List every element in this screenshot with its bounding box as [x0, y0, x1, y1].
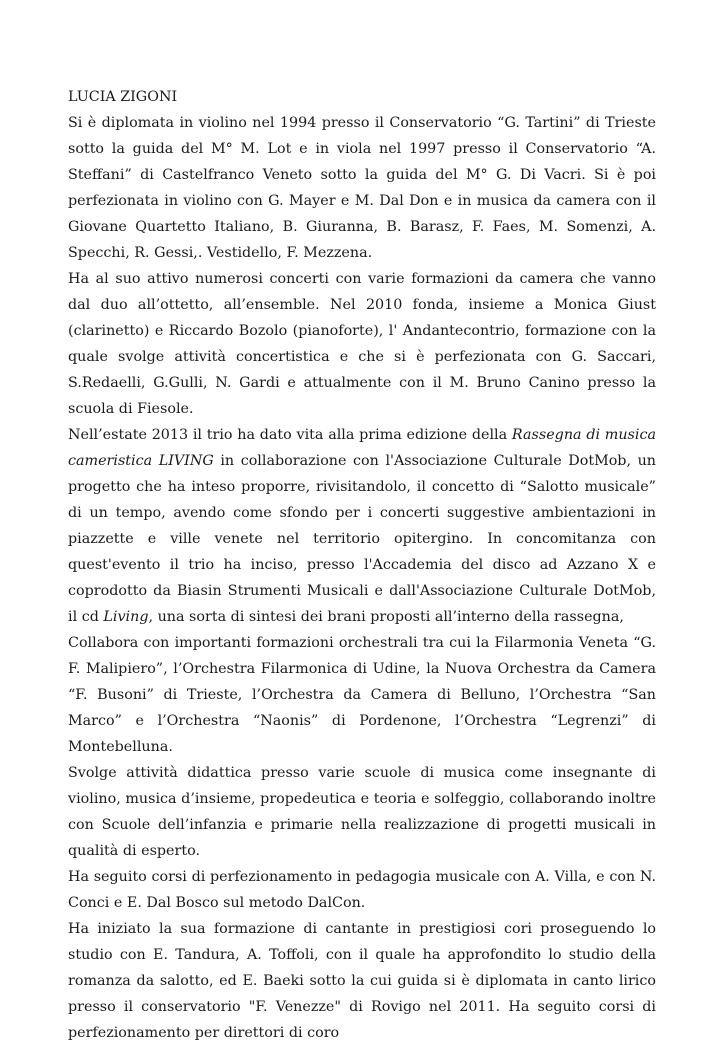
paragraph-living-festival — [68, 422, 656, 630]
paragraph-chamber-music: Ha al suo attivo numerosi concerti con varie formazioni da camera che vanno dal duo all’ottetto, all’ensemble. Nel 2010 fonda, insieme a Monica Giust (clarinetto) e Riccardo Bozolo (pianoforte), l' Andantecontrio, formazione con la quale svolge attività concertistica e che si è perfezionata con G. Saccari, S.Redaelli, G.Gulli, N. Gardi e attualmente con il M. Bruno Canino presso la scuola di Fiesole. — [68, 271, 656, 417]
paragraph-teaching: Svolge attività didattica presso varie scuole di musica come insegnante di violino, musica d’insieme, propedeutica e teoria e solfeggio, collaborando inoltre con Scuole dell’infanzia e primarie nella realizzazione di progetti musicali in qualità di esperto. — [68, 765, 656, 859]
paragraph-living-text-c: , una sorta di sintesi dei brani proposti all’interno della rassegna, — [148, 609, 624, 625]
festival-title: Rassegna di musica cameristica LIVING — [68, 427, 657, 469]
author-name: LUCIA ZIGONI — [68, 89, 178, 105]
paragraph-living-text-a: Nell’estate 2013 il trio ha dato vita alla prima edizione della — [68, 427, 512, 443]
document-body — [68, 84, 656, 1046]
paragraph-orchestras: Collabora con importanti formazioni orchestrali tra cui la Filarmonia Veneta “G. F. Malipiero”, l’Orchestra Filarmonica di Udine, la Nuova Orchestra da Camera “F. Busoni” di Trieste, l’Orchestra da Camera di Belluno, l’Orchestra “San Marco” e l’Orchestra “Naonis” di Pordenone, l’Orchestra “Legrenzi” di Montebelluna. — [68, 635, 656, 755]
paragraph-living-text-b: in collaborazione con l'Associazione Culturale DotMob, un progetto che ha inteso proporre, rivisitandolo, il concetto di “Salotto musicale” di un tempo, avendo come sfondo per i concerti suggestive ambientazioni in piazzette e ville venete nel territorio opitergino. In concomitanza con quest'evento il trio ha inciso, presso l'Accademia del disco ad Azzano X e coprodotto da Biasin Strumenti Musicali e dall'Associazione Culturale DotMob, il cd — [68, 453, 656, 625]
cd-title: Living — [103, 609, 149, 625]
paragraph-pedagogy: Ha seguito corsi di perfezionamento in pedagogia musicale con A. Villa, e con N. Conci e E. Dal Bosco sul metodo DalCon. — [68, 869, 656, 911]
paragraph-singing: Ha iniziato la sua formazione di cantante in prestigiosi cori proseguendo lo studio con E. Tandura, A. Toffoli, con il quale ha approfondito lo studio della romanza da salotto, ed E. Baeki sotto la cui guida si è diplomata in canto lirico presso il conservatorio "F. Venezze" di Rovigo nel 2011. Ha seguito corsi di perfezionamento per direttori di coro — [68, 921, 656, 1041]
paragraph-education: Si è diplomata in violino nel 1994 presso il Conservatorio “G. Tartini” di Trieste sotto la guida del M° M. Lot e in viola nel 1997 presso il Conservatorio “A. Steffani” di Castelfranco Veneto sotto la guida del M° G. Di Vacri. Si è poi perfezionata in violino con G. Mayer e M. Dal Don e in musica da camera con il Giovane Quartetto Italiano, B. Giuranna, B. Barasz, F. Faes, M. Somenzi, A. Specchi, R. Gessi,. Vestidello, F. Mezzena. — [68, 115, 656, 261]
